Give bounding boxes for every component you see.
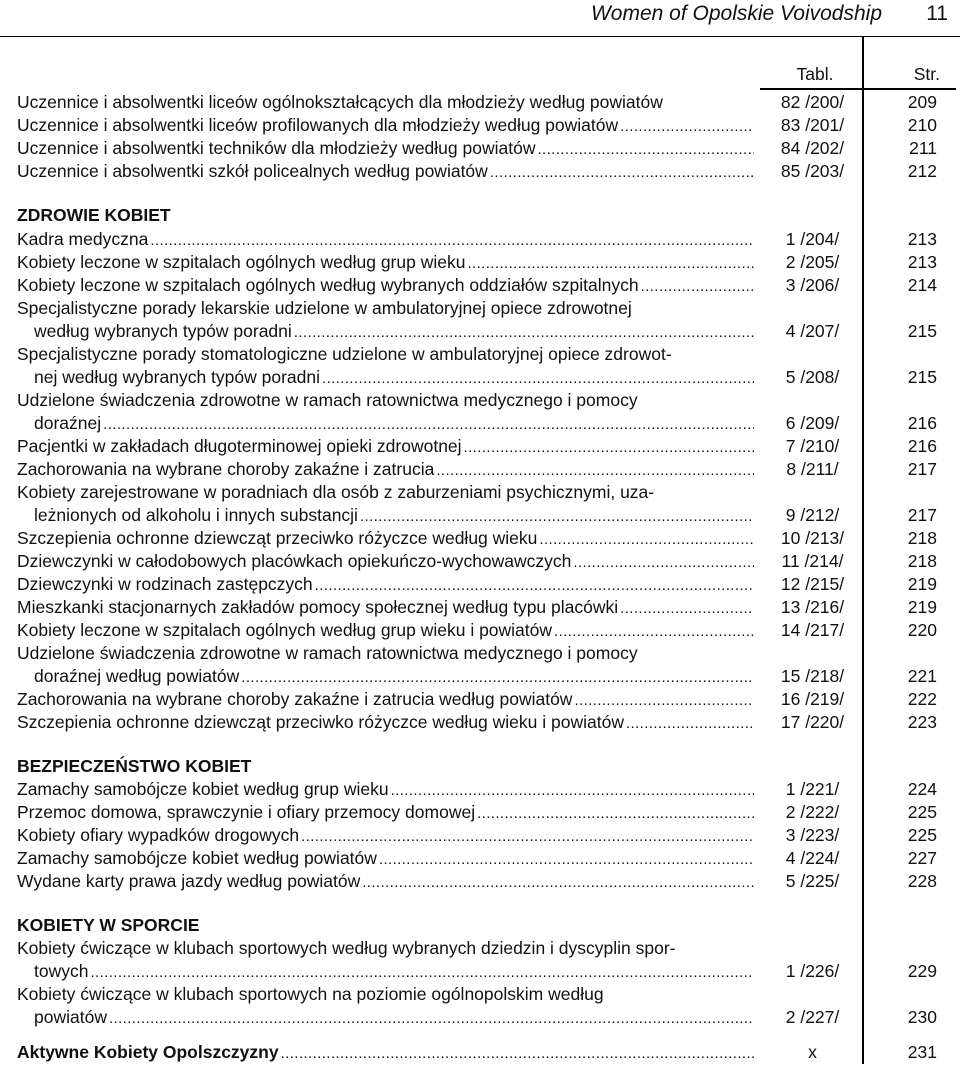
toc-entry[interactable] [0, 505, 960, 528]
page-number-ref: 209 [907, 92, 937, 112]
dot-leader [620, 118, 754, 135]
toc-entry-title-line [17, 252, 754, 275]
toc-entry-title-line [34, 1007, 754, 1030]
page-number-ref: 222 [907, 689, 937, 709]
dot-leader [90, 964, 754, 981]
table-number: 2 /227/ [785, 1007, 840, 1027]
page-number-ref: 214 [907, 275, 937, 295]
toc-entry-title-line [17, 528, 754, 551]
dot-leader [573, 554, 754, 571]
toc-entry-text: Specjalistyczne porady lekarskie udzielone w ambulatoryjnej opiece zdrowotnej [17, 298, 632, 318]
toc-entry[interactable] [0, 115, 960, 138]
table-number: 85 /203/ [780, 161, 845, 181]
dot-leader [301, 828, 754, 845]
table-number: 16 /219/ [780, 689, 845, 709]
toc-entry[interactable] [0, 666, 960, 689]
table-number: 12 /215/ [780, 574, 845, 594]
dot-leader [477, 805, 754, 822]
header-title: Women of Opolskie Voivodship [590, 2, 882, 25]
page-number-ref: 211 [909, 138, 937, 158]
table-number: 3 /206/ [785, 275, 840, 295]
page-number-ref: 213 [907, 229, 937, 249]
page-number-ref: 218 [907, 551, 937, 571]
toc-entry-title: Szczepienia ochronne dziewcząt przeciwko różyczce według wieku [17, 528, 538, 548]
table-number: 1 /204/ [785, 229, 840, 249]
dot-leader [620, 600, 754, 617]
table-number: 13 /216/ [780, 597, 845, 617]
toc-entry[interactable] [0, 436, 960, 459]
toc-entry-line [0, 298, 960, 321]
section-title: ZDROWIE KOBIET [17, 205, 171, 225]
toc-entry-title: Dziewczynki w całodobowych placówkach opiekuńczo-wychowawczych [17, 551, 572, 571]
table-number: 83 /201/ [780, 115, 845, 135]
toc-entry-title: Pacjentki w zakładach długoterminowej opieki zdrowotnej [17, 436, 462, 456]
toc-entry-title: Kadra medyczna [17, 229, 149, 249]
table-number: 5 /225/ [785, 871, 840, 891]
toc-entry-title-line [17, 825, 754, 848]
section-heading [0, 205, 960, 228]
toc-entry-text: Specjalistyczne porady stomatologiczne udzielone w ambulatoryjnej opiece zdrowot- [17, 344, 672, 364]
toc-entry[interactable] [0, 551, 960, 574]
dot-leader [103, 416, 754, 433]
toc-entry-title-line [17, 115, 754, 138]
toc-entry-title-line [17, 436, 754, 459]
toc-entry-title-line [17, 1042, 754, 1065]
table-number: 7 /210/ [785, 436, 840, 456]
page-number-ref: 229 [907, 961, 937, 981]
dot-leader [362, 874, 754, 891]
toc-entry[interactable] [0, 252, 960, 275]
toc-entry-line [0, 984, 960, 1007]
table-number: 1 /221/ [785, 779, 840, 799]
toc-entry-title: Kobiety leczone w szpitalach ogólnych według wybranych oddziałów szpitalnych [17, 275, 639, 295]
toc-entry-title: Wydane karty prawa jazdy według powiatów [17, 871, 361, 891]
toc-entry-title-line [17, 229, 754, 252]
page-number-ref: 223 [907, 712, 937, 732]
page-number-ref: 217 [907, 505, 937, 525]
toc-entry-title-line [17, 779, 754, 802]
page-number-ref: 213 [907, 252, 937, 272]
page-number-ref: 224 [907, 779, 937, 799]
toc-entry-title: towych [34, 961, 89, 981]
toc-entry[interactable] [0, 574, 960, 597]
toc-entry-title: Dziewczynki w rodzinach zastępczych [17, 574, 313, 594]
toc-entry[interactable] [0, 689, 960, 712]
toc-entry[interactable] [0, 848, 960, 871]
page-number-ref: 218 [907, 528, 937, 548]
page-number-ref: 217 [907, 459, 937, 479]
toc-entry[interactable] [0, 367, 960, 390]
section-title: KOBIETY W SPORCIE [17, 915, 200, 935]
table-number: 3 /223/ [785, 825, 840, 845]
table-number: 14 /217/ [780, 620, 845, 640]
toc-entry-title: Kobiety leczone w szpitalach ogólnych według grup wieku i powiatów [17, 620, 553, 640]
toc-entry-title-line [17, 620, 754, 643]
dot-leader [360, 508, 754, 525]
toc-entry-title: według wybranych typów poradni [34, 321, 292, 341]
toc-entry-title: Uczennice i absolwentki liceów profilowanych dla młodzieży według powiatów [17, 115, 619, 135]
toc-entry-title-line [17, 597, 754, 620]
toc-entry[interactable] [0, 92, 960, 115]
toc-entry-line [0, 390, 960, 413]
section-heading [0, 756, 960, 779]
toc-entry-title-line [34, 413, 754, 436]
table-number: x [808, 1042, 817, 1062]
toc-entry-title: leżnionych od alkoholu i innych substancji [34, 505, 358, 525]
toc-entry[interactable] [0, 802, 960, 825]
toc-entry-title: powiatów [34, 1007, 107, 1027]
dot-leader [539, 531, 754, 548]
page-number-ref: 221 [907, 666, 937, 686]
toc-entry-title: Zachorowania na wybrane choroby zakaźne i zatrucia według powiatów [17, 689, 573, 709]
page-number-ref: 219 [907, 597, 937, 617]
page-number-ref: 216 [907, 413, 937, 433]
page-number-ref: 215 [907, 367, 937, 387]
table-number: 8 /211/ [786, 459, 839, 479]
toc-entry-title-line [17, 712, 754, 735]
toc-entry-title-line [17, 551, 754, 574]
dot-leader [467, 255, 754, 272]
dot-leader [574, 692, 754, 709]
page-number-ref: 216 [907, 436, 937, 456]
page-number-ref: 225 [907, 802, 937, 822]
page-number-ref: 210 [907, 115, 937, 135]
toc-entry-title: Przemoc domowa, sprawczynie i ofiary przemocy domowej [17, 802, 476, 822]
toc-entry-title-line [17, 161, 754, 184]
toc-entry-title: doraźnej [34, 413, 102, 433]
dot-leader [537, 141, 754, 158]
toc-entry-title: Kobiety leczone w szpitalach ogólnych według grup wieku [17, 252, 466, 272]
toc-entry-title-line [34, 321, 754, 344]
toc-entry[interactable] [0, 528, 960, 551]
toc-entry[interactable] [0, 321, 960, 344]
toc-entry-title: Szczepienia ochronne dziewcząt przeciwko różyczce według wieku i powiatów [17, 712, 624, 732]
toc-entry-title: Zachorowania na wybrane choroby zakaźne i zatrucia [17, 459, 435, 479]
toc-entry-title-line [17, 689, 754, 712]
toc-entry-line [0, 344, 960, 367]
page-number-ref: 227 [907, 848, 937, 868]
toc-entry-title: nej według wybranych typów poradni [34, 367, 320, 387]
table-number: 4 /207/ [785, 321, 840, 341]
toc-entry-title: Aktywne Kobiety Opolszczyzny [17, 1042, 279, 1062]
toc-entry-line [0, 938, 960, 961]
toc-entry[interactable] [0, 229, 960, 252]
page-number-ref: 219 [907, 574, 937, 594]
toc-entry-title-line [17, 848, 754, 871]
dot-leader [315, 577, 754, 594]
toc-entry-title-line [34, 666, 754, 689]
toc-entry[interactable] [0, 459, 960, 482]
toc-entry-title: Uczennice i absolwentki szkół policealnych według powiatów [17, 161, 488, 181]
toc-entry-title-line [34, 505, 754, 528]
toc-entry-line [0, 643, 960, 666]
dot-leader [281, 1045, 754, 1062]
table-number: 15 /218/ [780, 666, 845, 686]
dot-leader [150, 232, 754, 249]
toc-entry[interactable] [0, 825, 960, 848]
table-number: 17 /220/ [780, 712, 845, 732]
page-number-ref: 225 [907, 825, 937, 845]
toc-entry-title-line [17, 138, 754, 161]
dot-leader [391, 782, 754, 799]
page-number-ref: 215 [907, 321, 937, 341]
table-number: 9 /212/ [785, 505, 840, 525]
toc-entry-title-line [34, 367, 754, 390]
toc-entry[interactable] [0, 620, 960, 643]
table-number: 11 /214/ [781, 551, 844, 571]
table-number: 82 /200/ [780, 92, 845, 112]
page-number-ref: 220 [907, 620, 937, 640]
dot-leader [641, 278, 754, 295]
toc-entry[interactable] [0, 413, 960, 436]
table-number: 1 /226/ [785, 961, 840, 981]
toc-entry[interactable] [0, 1042, 960, 1065]
toc-entry-title: Mieszkanki stacjonarnych zakładów pomocy społecznej według typu placówki [17, 597, 619, 617]
toc-entry-title-line [34, 961, 754, 984]
dot-leader [626, 715, 754, 732]
toc-entry-title-line [17, 574, 754, 597]
toc-entry-title-line [17, 871, 754, 894]
table-number: 6 /209/ [785, 413, 840, 433]
dot-leader [379, 851, 754, 868]
toc-entry-text: Kobiety zarejestrowane w poradniach dla osób z zaburzeniami psychicznymi, uza- [17, 482, 655, 502]
dot-leader [294, 324, 754, 341]
toc-entry-text: Udzielone świadczenia zdrowotne w ramach ratownictwa medycznego i pomocy [17, 643, 638, 663]
toc-entry-title: doraźnej według powiatów [34, 666, 240, 686]
toc-entry-text: Kobiety ćwiczące w klubach sportowych na poziomie ogólnopolskim według [17, 984, 604, 1004]
table-number: 84 /202/ [780, 138, 845, 158]
toc-entry[interactable] [0, 597, 960, 620]
dot-leader [436, 462, 754, 479]
table-number: 2 /222/ [785, 802, 840, 822]
table-number: 10 /213/ [780, 528, 845, 548]
page-number-ref: 212 [907, 161, 937, 181]
page-number-ref: 231 [907, 1042, 937, 1062]
section-heading [0, 915, 960, 938]
dot-leader [464, 439, 754, 456]
toc-entry[interactable] [0, 779, 960, 802]
section-title: BEZPIECZEŃSTWO KOBIET [17, 756, 252, 776]
table-number: 5 /208/ [785, 367, 840, 387]
dot-leader [322, 370, 754, 387]
toc-entry-line [0, 482, 960, 505]
toc-entry[interactable] [0, 275, 960, 298]
page-number-ref: 228 [907, 871, 937, 891]
toc-entry-title: Kobiety ofiary wypadków drogowych [17, 825, 300, 845]
toc-entry[interactable] [0, 161, 960, 184]
page-number: 11 [926, 2, 948, 25]
toc-entry-title-line [17, 92, 754, 115]
dot-leader [490, 164, 754, 181]
toc-entry[interactable] [0, 1007, 960, 1030]
page-number-ref: 230 [907, 1007, 937, 1027]
dot-leader [241, 669, 754, 686]
toc-entry[interactable] [0, 138, 960, 161]
table-number: 2 /205/ [785, 252, 840, 272]
toc-entry-title: Zamachy samobójcze kobiet według grup wieku [17, 779, 389, 799]
toc-entry-title-line [17, 802, 754, 825]
table-number: 4 /224/ [785, 848, 840, 868]
dot-leader [109, 1010, 754, 1027]
toc-entry-text: Udzielone świadczenia zdrowotne w ramach ratownictwa medycznego i pomocy [17, 390, 638, 410]
toc-entry[interactable] [0, 712, 960, 735]
toc-entry-title: Uczennice i absolwentki techników dla młodzieży według powiatów [17, 138, 536, 158]
column-header-tabl: Tabl. [796, 64, 834, 84]
column-header-str: Str. [913, 64, 940, 84]
toc-entry-title-line [17, 275, 754, 298]
toc-entry-title-line [17, 459, 754, 482]
toc-entry[interactable] [0, 961, 960, 984]
toc-entry[interactable] [0, 871, 960, 894]
toc-entry-title: Zamachy samobójcze kobiet według powiatów [17, 848, 377, 868]
dot-leader [554, 623, 754, 640]
toc-entry-title: Uczennice i absolwentki liceów ogólnokształcących dla młodzieży według powiatów [17, 92, 663, 112]
toc-entry-text: Kobiety ćwiczące w klubach sportowych według wybranych dziedzin i dyscyplin spor- [17, 938, 676, 958]
